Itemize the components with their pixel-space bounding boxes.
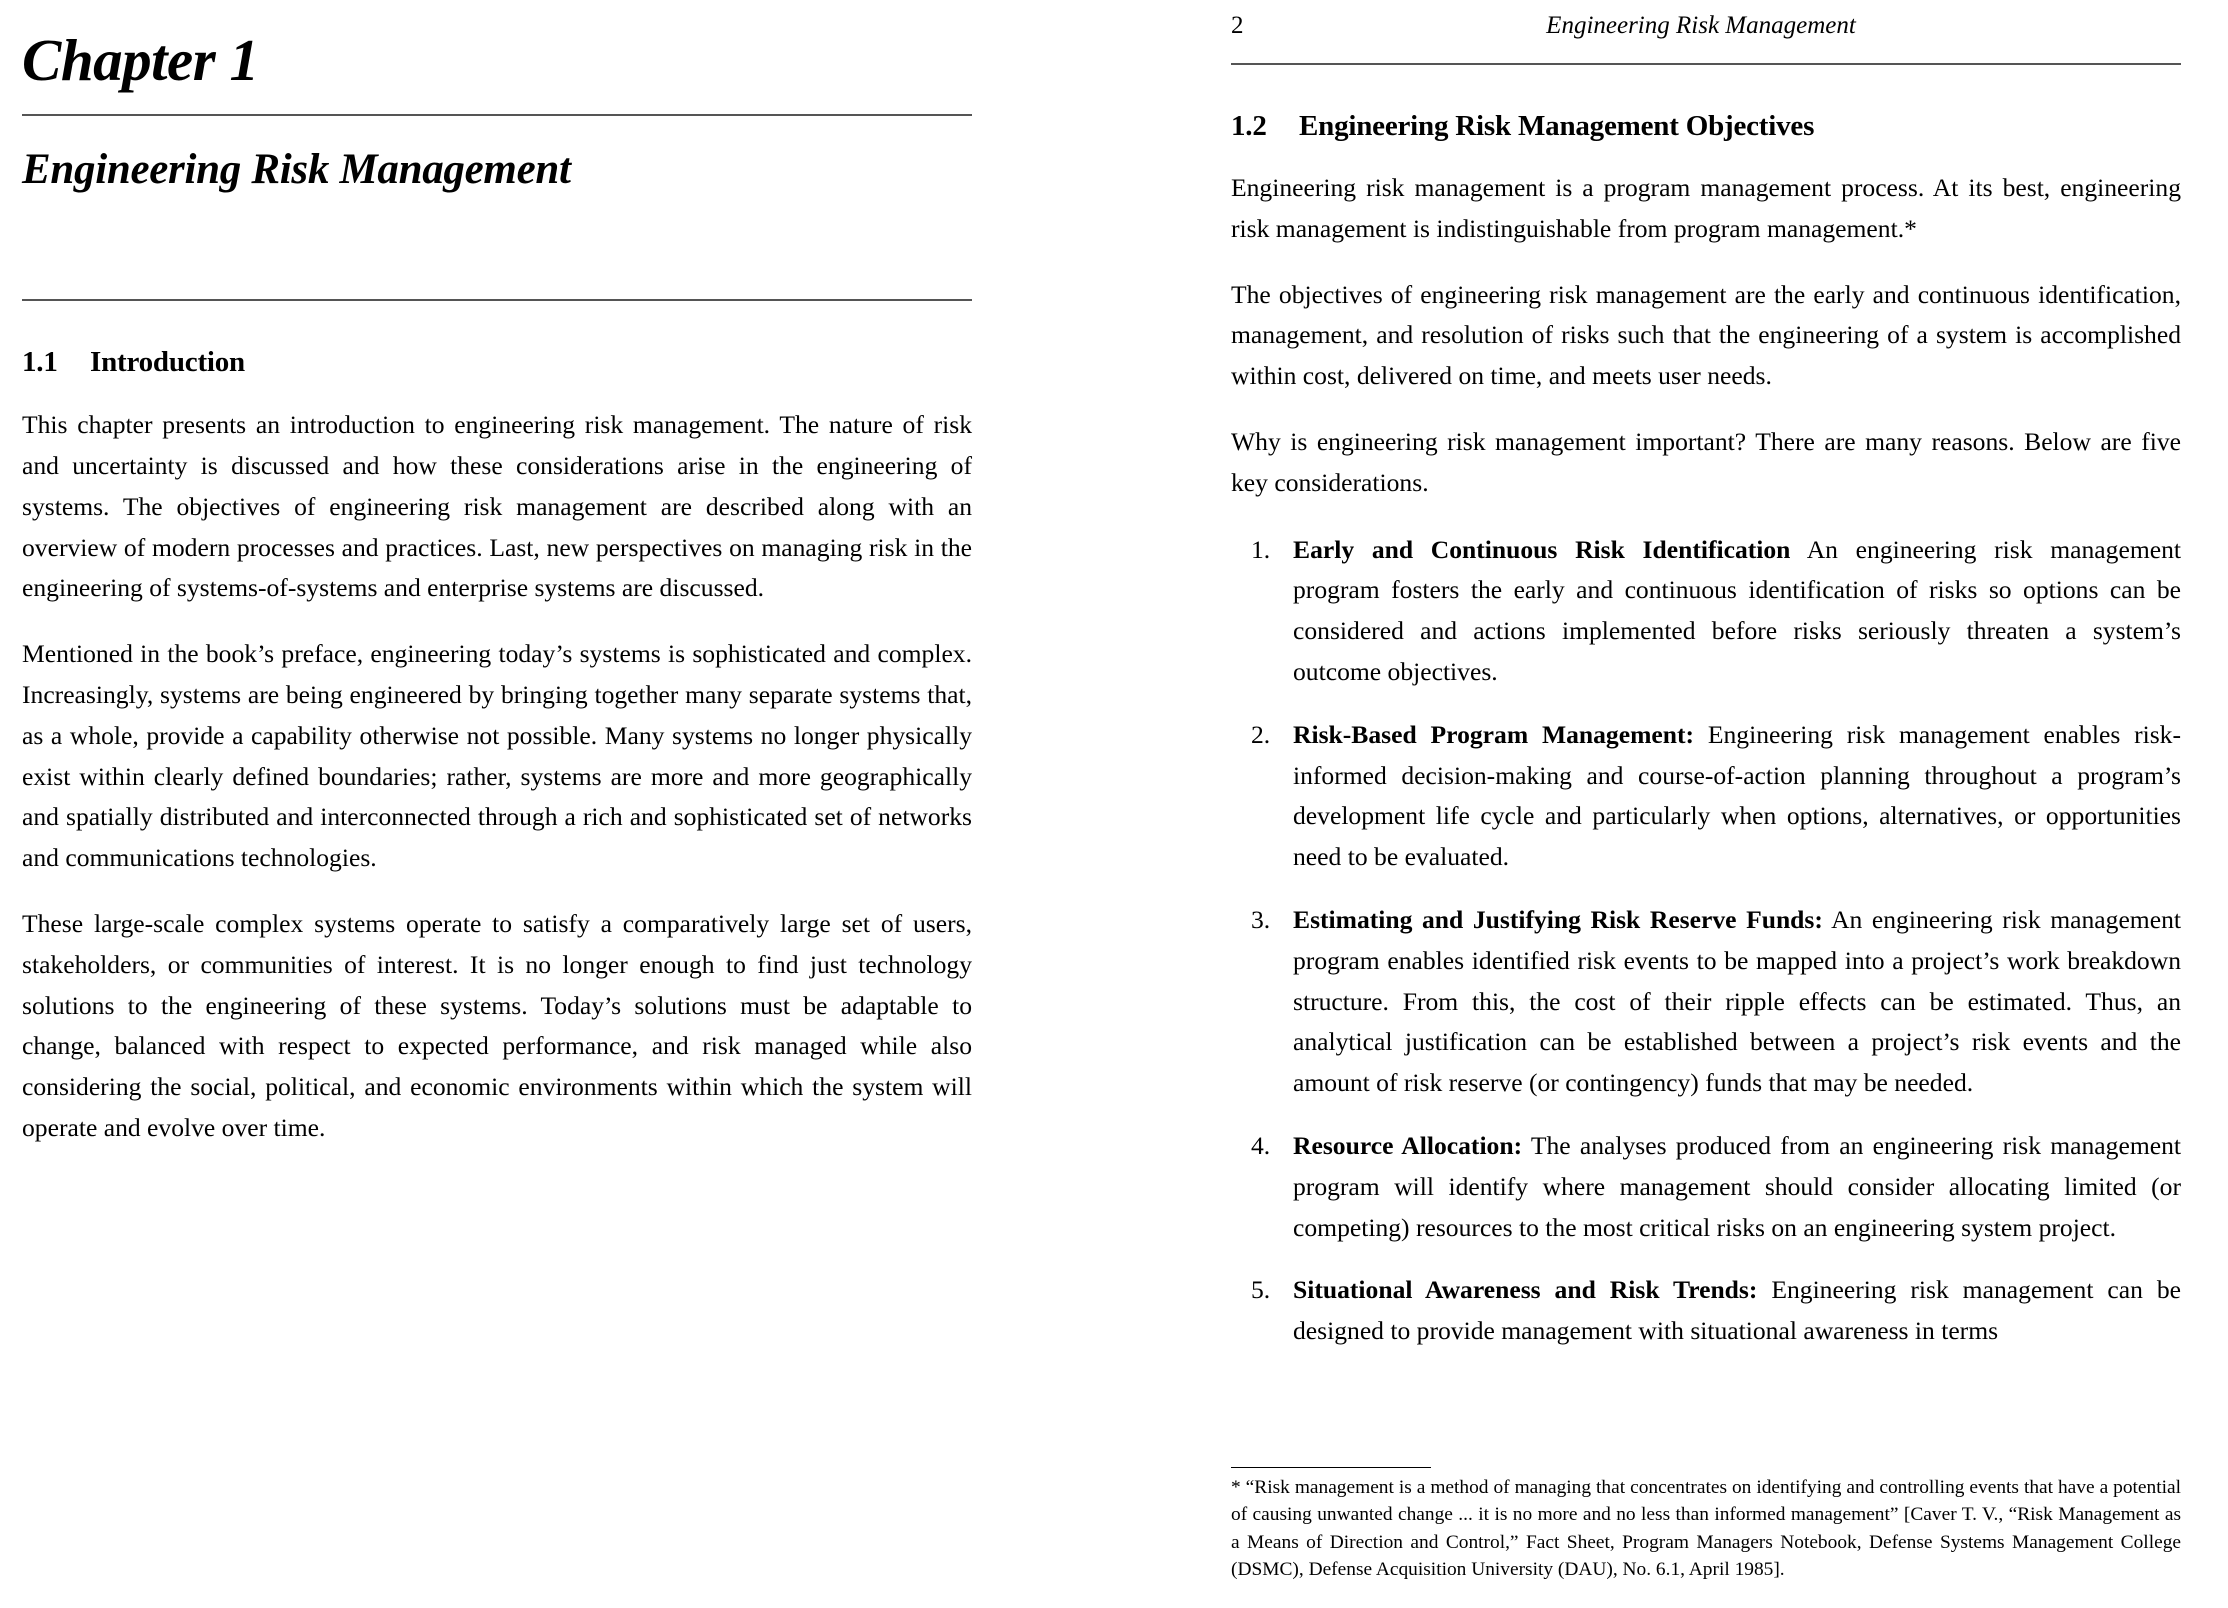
key-considerations-list	[1231, 530, 2181, 1352]
running-head	[1231, 12, 2181, 46]
list-item	[1231, 715, 2181, 878]
list-item-body: The analyses produced from an engineering risk management program will identify where management should consider allocating limited (or competing) resources to the most critical risks on an engineering system project.	[1293, 1130, 2181, 1242]
running-head-title: Engineering Risk Management	[1546, 12, 1856, 39]
paragraph: This chapter presents an introduction to engineering risk management. The nature of risk and uncertainty is discussed and how these considerations arise in the engineering of systems. The objectives of engineering risk management are described along with an overview of modern processes and practices. Last, new perspectives on managing risk in the engineering of systems-of-systems and enterprise systems are discussed.	[22, 410, 972, 603]
list-item-body: Engineering risk management enables risk-informed decision-making and course-of-action planning throughout a program’s development life cycle and particularly when options, alternatives, or opportunities need to be evaluated.	[1293, 719, 2181, 872]
list-item-body: An engineering risk management program enables identified risk events to be mapped into a project’s work breakdown structure. From this, the cost of their ripple effects can be estimated. Thus, an analytical justification can be established between a project’s risk events and the amount of risk reserve (or contingency) funds that may be needed.	[1293, 904, 2181, 1098]
list-item-lead: Risk-Based Program Management:	[1293, 719, 1695, 749]
right-page-content	[1231, 0, 2181, 1374]
section-number: 1.1	[22, 346, 58, 379]
chapter-title: Engineering Risk Management	[22, 145, 571, 193]
section-title: Introduction	[90, 346, 245, 379]
chapter-rule-bottom	[22, 299, 972, 301]
paragraph: Mentioned in the book’s preface, engineering today’s systems is sophisticated and complex. Increasingly, systems are being engineered by bringing together many separate systems that, as a whole, provide a capability otherwise not possible. Many systems no longer physically exist within clearly defined boundaries; rather, systems are more and more geographically and spatially distributed and interconnected through a rich and sophisticated set of networks and communications technologies.	[22, 639, 972, 873]
list-item	[1231, 530, 2181, 693]
section-heading-1-2	[1231, 110, 2181, 143]
paragraph: Engineering risk management is a program management process. At its best, engineering risk management is indistinguishable from program management.*	[1231, 173, 2181, 243]
section-title: Engineering Risk Management Objectives	[1299, 110, 1815, 142]
paragraph: These large-scale complex systems operate to satisfy a comparatively large set of users, stakeholders, or communities of interest. It is no longer enough to find just technology solutions to the engineering of these systems. Today’s solutions must be adaptable to change, balanced with respect to expected performance, and risk managed while also considering the social, political, and economic environments within which the system will operate and evolve over time.	[22, 909, 972, 1142]
list-item-body: An engineering risk management program fosters the early and continuous identification of risks so options can be considered and actions implemented before risks seriously threaten a system’s outcome objectives.	[1293, 534, 2181, 686]
footnote-text: * “Risk management is a method of managing that concentrates on identifying and controlling events that have a potential of causing unwanted change ... it is no more and no less than informed management” [Caver T. V., “Risk Management as a Means of Direction and Control,” Fact Sheet, Program Managers Notebook, Defense Systems Management College (DSMC), Defense Acquisition University (DAU), No. 6.1, April 1985].	[1231, 1476, 2181, 1581]
list-item	[1231, 900, 2181, 1104]
list-item	[1231, 1126, 2181, 1248]
running-head-rule	[1231, 63, 2181, 65]
list-item-lead: Situational Awareness and Risk Trends:	[1293, 1275, 1758, 1305]
left-page-content	[22, 0, 972, 1149]
list-item-lead: Estimating and Justifying Risk Reserve Funds:	[1293, 904, 1823, 934]
section-heading-1-1	[22, 346, 972, 379]
footnote-separator-rule	[1231, 1467, 1431, 1468]
footnote-area	[1231, 1467, 2181, 1584]
paragraph: The objectives of engineering risk management are the early and continuous identification, management, and resolution of risks such that the engineering of a system is accomplished within cost, delivered on time, and meets user needs.	[1231, 279, 2181, 391]
right-page	[1114, 0, 2228, 1608]
chapter-rule-top	[22, 114, 972, 116]
section-number: 1.2	[1231, 110, 1267, 142]
list-item-body: Engineering risk management can be designed to provide management with situational awareness in terms	[1293, 1275, 2181, 1346]
list-item-lead: Resource Allocation:	[1293, 1130, 1523, 1160]
list-item-lead: Early and Continuous Risk Identification	[1293, 534, 1791, 564]
chapter-label: Chapter 1	[22, 27, 259, 93]
list-item	[1231, 1270, 2181, 1352]
paragraph: Why is engineering risk management important? There are many reasons. Below are five key considerations.	[1231, 426, 2181, 497]
page-number: 2	[1231, 12, 1244, 39]
